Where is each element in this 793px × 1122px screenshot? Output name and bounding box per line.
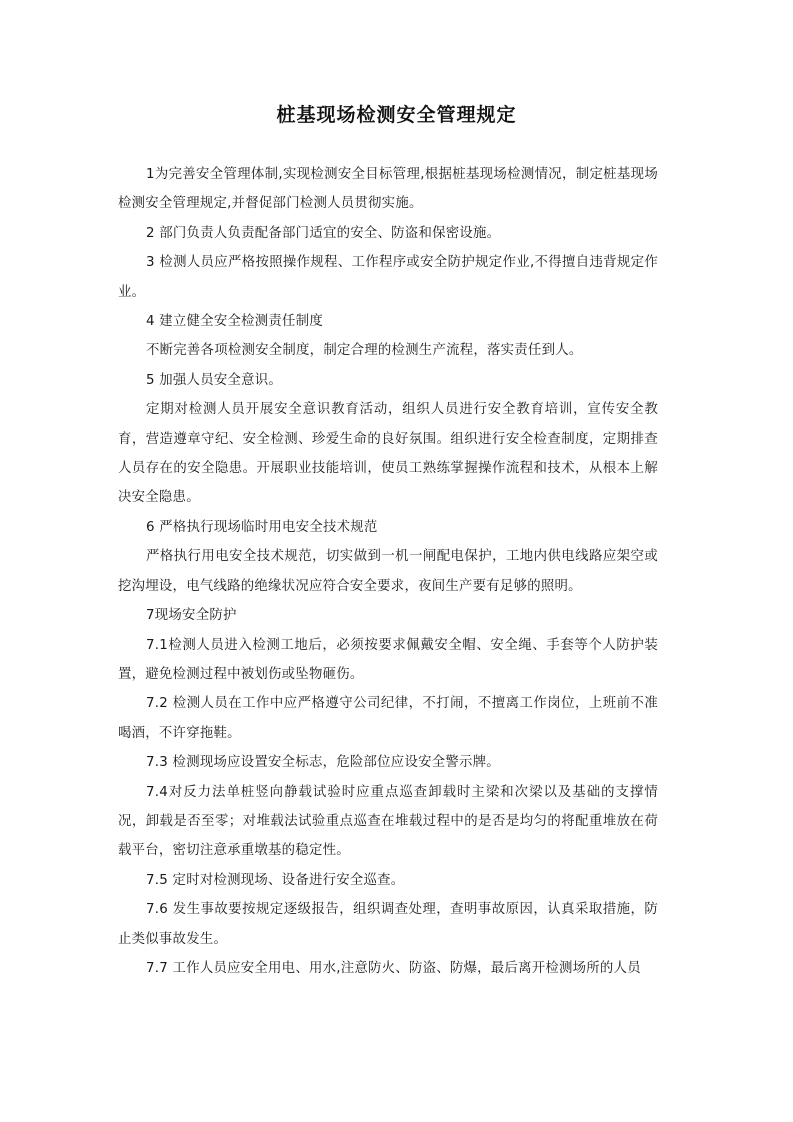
clause-7-5: 7.5 定时对检测现场、设备进行安全巡查。 — [146, 872, 405, 888]
clause-7-6: 7.6 发生事故要按规定逐级报告，组织调查处理，查明事故原因，认真采取措施，防止类似事故发生。 — [118, 902, 658, 947]
section-heading-6: 6 严格执行现场临时用电安全技术规范 — [146, 519, 378, 535]
paragraph-6-body: 严格执行用电安全技术规范，切实做到一机一闸配电保护，工地内供电线路应架空或挖沟埋设，电气线路的绝缘状况应符合安全要求，夜间生产要有足够的照明。 — [118, 549, 658, 594]
clause-7-4: 7.4对反力法单桩竖向静载试验时应重点巡查卸载时主梁和次梁以及基础的支撑情况，卸载是否至零；对堆载法试验重点巡查在堆载过程中的是否是均匀的将配重堆放在荷载平台，密切注意承重墩基的稳定性。 — [118, 784, 658, 859]
paragraph-2: 2 部门负责人负责配备部门适宜的安全、防盗和保密设施。 — [146, 225, 501, 241]
document-body — [118, 160, 658, 983]
section-heading-5: 5 加强人员安全意识。 — [146, 372, 283, 388]
paragraph-1: 1为完善安全管理体制,实现检测安全目标管理,根据桩基现场检测情况，制定桩基现场检测安全管理规定,并督促部门检测人员贯彻实施。 — [118, 167, 658, 212]
paragraph-5-body: 定期对检测人员开展安全意识教育活动，组织人员进行安全教育培训，宣传安全教育，营造遵章守纪、安全检测、珍爱生命的良好氛围。组织进行安全检查制度，定期排查人员存在的安全隐患。开展职业技能培训，使员工熟练掌握操作流程和技术，从根本上解决安全隐患。 — [118, 402, 658, 506]
paragraph-3: 3 检测人员应严格按照操作规程、工作程序或安全防护规定作业,不得擅自违背规定作业。 — [118, 255, 658, 300]
clause-7-2: 7.2 检测人员在工作中应严格遵守公司纪律，不打闹，不擅离工作岗位，上班前不准喝酒，不许穿拖鞋。 — [118, 696, 658, 741]
section-heading-7: 7现场安全防护 — [146, 608, 237, 624]
clause-7-3: 7.3 检测现场应设置安全标志，危险部位应设安全警示牌。 — [146, 755, 500, 771]
document-title: 桩基现场检测安全管理规定 — [276, 104, 517, 126]
paragraph-4-body: 不断完善各项检测安全制度，制定合理的检测生产流程，落实责任到人。 — [146, 343, 583, 359]
clause-7-7: 7.7 工作人员应安全用电、用水,注意防火、防盗、防爆，最后离开检测场所的人员 — [146, 960, 641, 976]
clause-7-1: 7.1检测人员进入检测工地后，必须按要求佩戴安全帽、安全绳、手套等个人防护装置，避免检测过程中被划伤或坠物砸伤。 — [118, 637, 658, 682]
section-heading-4: 4 建立健全安全检测责任制度 — [146, 314, 323, 330]
